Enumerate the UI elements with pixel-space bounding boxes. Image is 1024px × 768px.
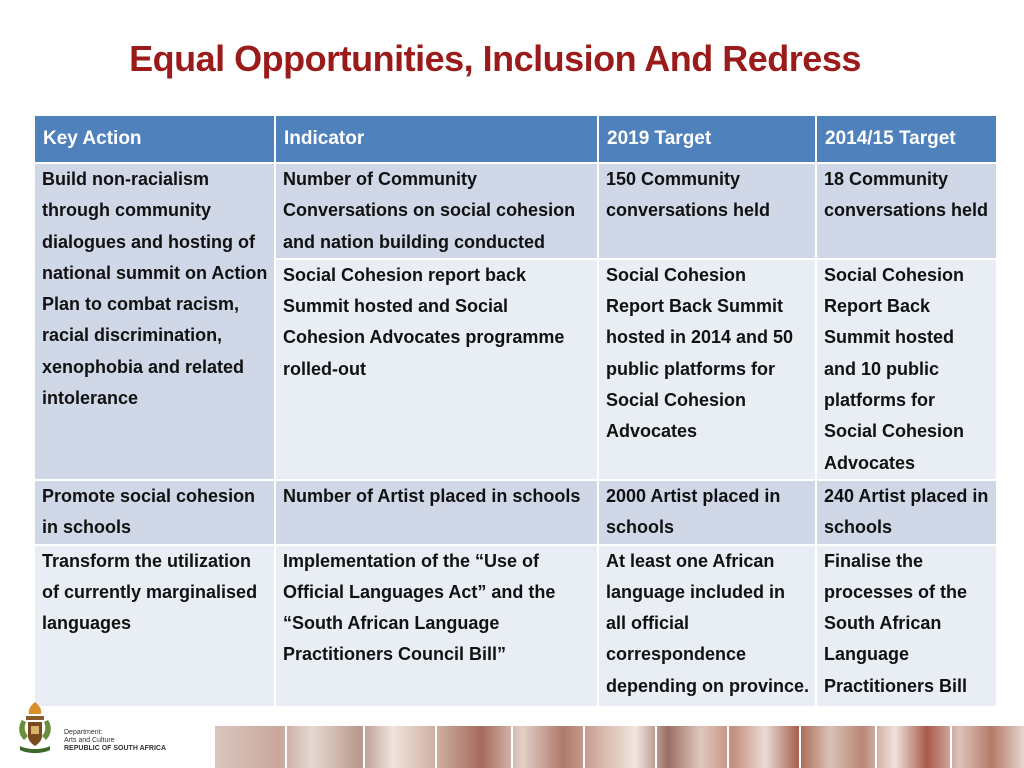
table-row <box>34 545 997 707</box>
coat-of-arms-icon <box>12 700 58 758</box>
target-2019-cell: 150 Community conversations held <box>598 163 816 259</box>
indicator-cell: Social Cohesion report back Summit hosted and Social Cohesion Advocates programme rolled-out <box>275 259 598 480</box>
header-2019-target: 2019 Target <box>598 115 816 163</box>
table-header-row <box>34 115 997 163</box>
indicator-cell: Number of Community Conversations on social cohesion and nation building conducted <box>275 163 598 259</box>
header-key-action: Key Action <box>34 115 275 163</box>
table-row <box>34 480 997 545</box>
department-logo <box>8 700 198 760</box>
target-2014-15-cell: Finalise the processes of the South African Language Practitioners Bill <box>816 545 997 707</box>
dept-line: Arts and Culture <box>64 737 115 744</box>
target-2019-cell: At least one African language included in all official correspondence depending on province. <box>598 545 816 707</box>
footer-image-strip <box>215 726 1024 768</box>
target-2014-15-cell: Social Cohesion Report Back Summit hosted and 10 public platforms for Social Cohesion Advocates <box>816 259 997 480</box>
header-indicator: Indicator <box>275 115 598 163</box>
targets-table <box>33 114 998 708</box>
target-2014-15-cell: 18 Community conversations held <box>816 163 997 259</box>
target-2014-15-cell: 240 Artist placed in schools <box>816 480 997 545</box>
key-action-cell: Promote social cohesion in schools <box>34 480 275 545</box>
header-2014-15-target: 2014/15 Target <box>816 115 997 163</box>
target-2019-cell: Social Cohesion Report Back Summit hosted in 2014 and 50 public platforms for Social Cohesion Advocates <box>598 259 816 480</box>
indicator-cell: Implementation of the “Use of Official Languages Act” and the “South African Language Practitioners Council Bill” <box>275 545 598 707</box>
indicator-cell: Number of Artist placed in schools <box>275 480 598 545</box>
table-row <box>34 163 997 259</box>
dept-country: REPUBLIC OF SOUTH AFRICA <box>64 745 167 752</box>
key-action-cell: Build non-racialism through community dialogues and hosting of national summit on Action Plan to combat racism, racial discrimination, xenophobia and related intolerance <box>34 163 275 480</box>
dept-line: Department: <box>64 729 103 736</box>
slide-title: Equal Opportunities, Inclusion And Redress <box>129 38 861 79</box>
target-2019-cell: 2000 Artist placed in schools <box>598 480 816 545</box>
department-name <box>64 729 166 753</box>
key-action-cell: Transform the utilization of currently marginalised languages <box>34 545 275 707</box>
